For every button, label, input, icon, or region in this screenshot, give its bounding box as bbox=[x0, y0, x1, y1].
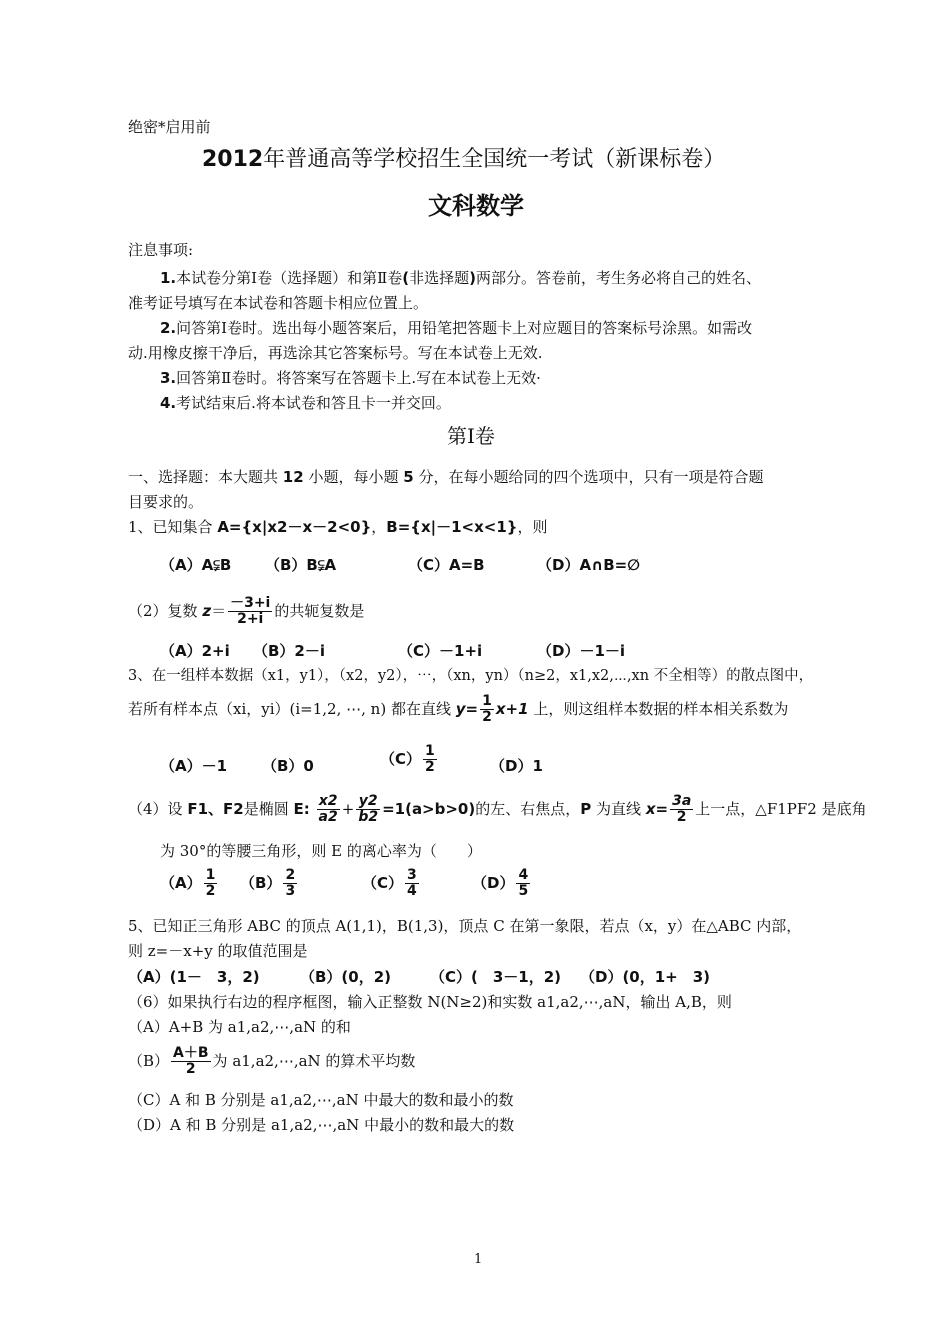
q6-b-numerator: A＋B bbox=[173, 1045, 209, 1061]
q4-plus: + bbox=[341, 800, 355, 819]
q4-a-fraction bbox=[204, 868, 218, 898]
intro-line-2: 目要求的。 bbox=[128, 493, 204, 511]
q1-end: ，则 bbox=[517, 518, 548, 536]
note-1-text-c: 两部分。答卷前，考生务必将自己的姓名、 bbox=[476, 269, 762, 287]
q4-c-fraction bbox=[405, 868, 419, 898]
q3-text-b: 上，则这组样本数据的样本相关系数为 bbox=[533, 700, 789, 719]
q2-fraction bbox=[228, 596, 272, 626]
secret-label: 绝密*启用前 bbox=[128, 118, 211, 136]
note-3-num: 3. bbox=[160, 369, 177, 387]
intro-points: 5 bbox=[403, 468, 414, 486]
q2-text: 的共轭复数是 bbox=[274, 602, 365, 621]
q3-line-2 bbox=[128, 694, 788, 724]
question-1 bbox=[128, 518, 547, 536]
q4-label: （4）设 bbox=[128, 800, 183, 819]
q4-d-den: 5 bbox=[518, 882, 529, 899]
q1-sep: ， bbox=[371, 518, 387, 536]
q1-option-d: （D）A∩B=∅ bbox=[537, 556, 641, 574]
q3-option-c-fraction bbox=[423, 744, 437, 774]
q2-eq: ＝ bbox=[211, 602, 227, 621]
q3-option-c-label: （C） bbox=[380, 750, 422, 769]
note-1-text: 本试卷分第Ⅰ卷（选择题）和第Ⅱ卷 bbox=[176, 269, 403, 287]
q2-option-a: （A）2+i bbox=[160, 642, 230, 660]
q4-c-label: （C） bbox=[362, 874, 404, 893]
q4-line-fraction bbox=[670, 794, 693, 824]
note-1-paren-close: ) bbox=[469, 269, 476, 287]
q4-a-num: 1 bbox=[205, 867, 216, 883]
q1-option-a: （A）A⫋B bbox=[160, 556, 232, 574]
note-1-num: 1. bbox=[160, 269, 177, 287]
q1-label: 1、已知集合 bbox=[128, 518, 213, 536]
q4-b-num: 2 bbox=[285, 867, 296, 883]
q4-c-den: 4 bbox=[407, 882, 417, 899]
q4-d-fraction bbox=[516, 868, 530, 898]
note-1-text-b: 非选择题 bbox=[409, 269, 470, 287]
q4-line-numerator: 3a bbox=[672, 793, 692, 809]
q4-c-num: 3 bbox=[407, 867, 417, 883]
q4-x-eq: x= bbox=[645, 800, 669, 819]
q6-option-c: （C）A 和 B 分别是 a1,a2,⋯,aN 中最大的数和最小的数 bbox=[128, 1091, 514, 1109]
q4-y-denominator: b2 bbox=[358, 808, 379, 825]
q1-set-b: B={x|－1<x<1} bbox=[386, 518, 518, 536]
intro-text-a: 一、选择题：本大题共 bbox=[128, 468, 279, 486]
q4-a-den: 2 bbox=[205, 882, 216, 899]
q3-c-denominator: 2 bbox=[425, 758, 435, 775]
q4-line-2: 为 30°的等腰三角形，则 E 的离心率为（ ） bbox=[160, 842, 482, 860]
page-number: 1 bbox=[474, 1252, 483, 1267]
q4-eq: =1(a>b>0) bbox=[382, 800, 476, 819]
q4-x-fraction bbox=[317, 794, 340, 824]
q1-set-a: A={x|x2－x－2<0} bbox=[217, 518, 372, 536]
intro-text-c: 小题，每小题 bbox=[308, 468, 399, 486]
q4-option-c bbox=[362, 868, 421, 898]
note-1-cont: 准考证号填写在本试卷和答题卡相应位置上。 bbox=[128, 294, 429, 312]
note-2-num: 2. bbox=[160, 319, 177, 337]
intro-text-e: 分，在每小题给同的四个选项中，只有一项是符合题 bbox=[418, 468, 764, 486]
q5-line-2: 则 z=－x+y 的取值范围是 bbox=[128, 942, 308, 960]
q1-option-c: （C）A=B bbox=[408, 556, 485, 574]
q4-text-b: 的左、右焦点， bbox=[475, 800, 581, 819]
q3-c-numerator: 1 bbox=[425, 743, 435, 759]
q4-b-label: （B） bbox=[240, 874, 282, 893]
note-4-num: 4. bbox=[160, 394, 177, 412]
q6-b-fraction bbox=[171, 1046, 211, 1076]
q3-text-a: 若所有样本点（xi，yi）(i=1,2, ⋯, n) 都在直线 bbox=[128, 700, 451, 719]
note-1-paren-open: ( bbox=[402, 269, 410, 287]
q4-option-d bbox=[472, 868, 532, 898]
q4-text-c: 为直线 bbox=[596, 800, 642, 819]
note-3-text: 回答第Ⅱ卷时。将答案写在答题卡上.写在本试卷上无效· bbox=[176, 369, 541, 387]
q6-b-text: 为 a1,a2,⋯,aN 的算术平均数 bbox=[212, 1052, 416, 1071]
q4-x-numerator: x2 bbox=[317, 794, 340, 810]
title-text: 年普通高等学校招生全国统一考试（新课标卷） bbox=[263, 147, 726, 172]
q4-line-denominator: 2 bbox=[676, 808, 687, 825]
q3-x: x+1 bbox=[495, 700, 529, 719]
q6-option-b bbox=[128, 1046, 415, 1076]
q4-text-a: 是椭圆 bbox=[243, 800, 289, 819]
question-3: 3、在一组样本数据（x1，y1），（x2，y2），⋯，（xn，yn）（n≥2，x1,x2,⋯,xn 不全相等）的散点图中， bbox=[128, 668, 814, 684]
q2-option-b: （B）2－i bbox=[253, 642, 326, 660]
q4-d-label: （D） bbox=[472, 874, 515, 893]
q5-option-d: （D）(0，1+ 3) bbox=[580, 968, 711, 986]
q3-option-c bbox=[380, 744, 439, 774]
note-2-cont: 动.用橡皮擦干净后，再选涂其它答案标号。写在本试卷上无效. bbox=[128, 344, 543, 362]
note-4-text: 考试结束后.将本试卷和答且卡一并交回。 bbox=[176, 394, 451, 412]
q4-y-fraction bbox=[356, 794, 380, 824]
page-title bbox=[202, 147, 725, 173]
q4-b-den: 3 bbox=[285, 882, 296, 899]
title-year: 2012 bbox=[202, 147, 264, 172]
q2-option-d: （D）－1－i bbox=[537, 642, 626, 660]
q5-option-a: （A）(1－ 3，2) bbox=[128, 968, 260, 986]
q4-option-a bbox=[160, 868, 219, 898]
note-1 bbox=[160, 269, 761, 287]
q6-option-d: （D）A 和 B 分别是 a1,a2,⋯,aN 中最小的数和最大的数 bbox=[128, 1116, 515, 1134]
q2-denominator: 2+i bbox=[237, 610, 264, 627]
subject-title: 文科数学 bbox=[428, 192, 524, 220]
q3-fraction bbox=[480, 694, 494, 724]
intro-line-1 bbox=[128, 468, 763, 486]
q4-d-num: 4 bbox=[518, 867, 529, 883]
q4-x-denominator: a2 bbox=[318, 808, 338, 825]
q5-option-b: （B）(0，2) bbox=[300, 968, 392, 986]
q2-label: （2）复数 bbox=[128, 602, 198, 621]
q3-y: y= bbox=[455, 700, 479, 719]
q4-y-numerator: y2 bbox=[356, 794, 380, 810]
note-4 bbox=[160, 394, 451, 412]
q4-e: E: bbox=[293, 800, 310, 819]
intro-count: 12 bbox=[282, 468, 304, 486]
question-6: （6）如果执行右边的程序框图，输入正整数 N(N≥2)和实数 a1,a2,⋯,aN，输出 A,B，则 bbox=[128, 993, 732, 1011]
q4-a-label: （A） bbox=[160, 874, 202, 893]
note-2 bbox=[160, 319, 752, 337]
q3-numerator: 1 bbox=[482, 693, 492, 709]
q6-option-a: （A）A+B 为 a1,a2,⋯,aN 的和 bbox=[128, 1018, 351, 1036]
question-4 bbox=[128, 794, 867, 824]
q3-option-b: （B）0 bbox=[262, 757, 314, 775]
section-title: 第Ⅰ卷 bbox=[447, 424, 495, 448]
q5-option-c: （C）( 3－1，2) bbox=[430, 968, 562, 986]
q2-numerator: －3+i bbox=[230, 595, 271, 611]
question-5: 5、已知正三角形 ABC 的顶点 A(1,1)，B(1,3)，顶点 C 在第一象限，若点（x，y）在△ABC 内部， bbox=[128, 917, 802, 935]
q2-z: z bbox=[202, 602, 212, 621]
note-2-text: 问答第Ⅰ卷时。选出每小题答案后，用铅笔把答题卡上对应题目的答案标号涂黑。如需改 bbox=[176, 319, 753, 337]
q6-b-label: （B） bbox=[128, 1052, 170, 1071]
q4-foci: F1、F2 bbox=[187, 800, 244, 819]
q4-p: P bbox=[580, 800, 592, 819]
q3-denominator: 2 bbox=[482, 708, 492, 725]
q2-option-c: （C）－1+i bbox=[398, 642, 483, 660]
q4-text-d: 上一点，△F1PF2 是底角 bbox=[695, 800, 867, 819]
notes-heading: 注息事项: bbox=[128, 241, 194, 259]
q1-option-b: （B）B⫋A bbox=[265, 556, 337, 574]
question-2 bbox=[128, 596, 364, 626]
q3-option-d: （D）1 bbox=[490, 757, 543, 775]
q6-b-denominator: 2 bbox=[185, 1060, 196, 1077]
q3-option-a: （A）－1 bbox=[160, 757, 228, 775]
note-3 bbox=[160, 369, 541, 387]
q4-option-b bbox=[240, 868, 299, 898]
q4-b-fraction bbox=[283, 868, 297, 898]
